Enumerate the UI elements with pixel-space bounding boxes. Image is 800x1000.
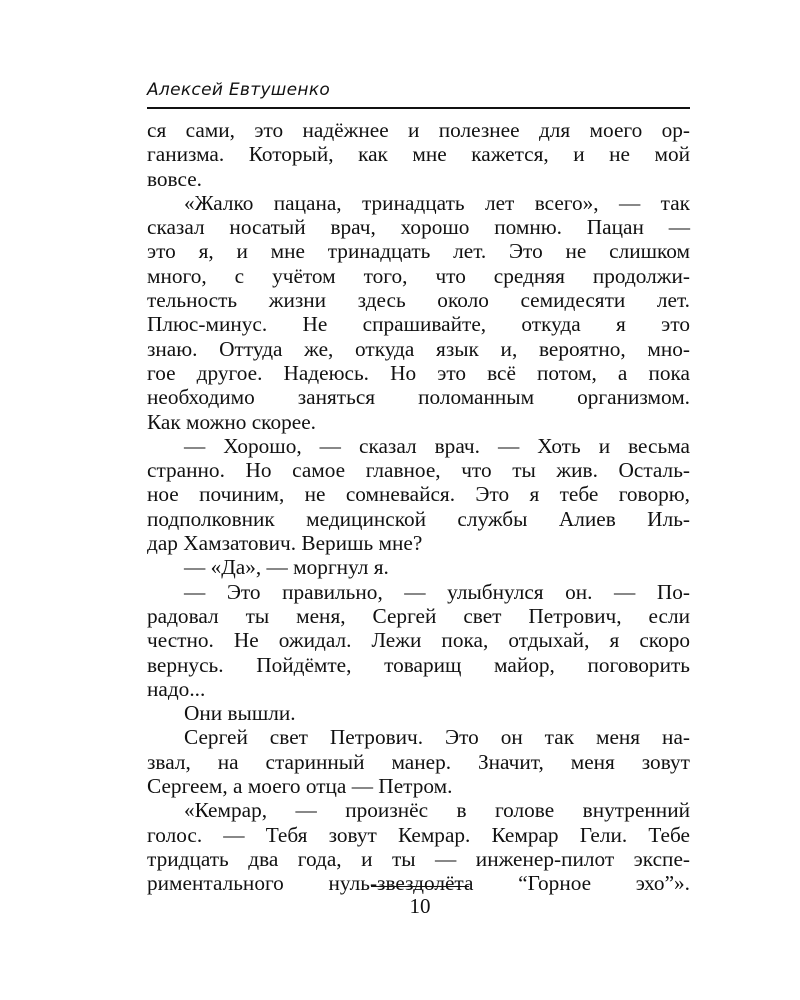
text-line: — Хорошо, — сказал врач. — Хоть и весьма (184, 433, 690, 458)
text-line: Они вышли. (184, 701, 296, 726)
text-line: вовсе. (147, 166, 202, 191)
running-head-author: Алексей Евтушенко (147, 80, 331, 100)
text-line: ся сами, это надёжнее и полезнее для моего ор- (147, 118, 690, 142)
text-line: вернусь. Пойдёмте, товарищ майор, поговорить (147, 652, 690, 677)
header-divider (147, 107, 690, 109)
text-line: радовал ты меня, Сергей свет Петрович, если (147, 603, 690, 628)
text-line: тридцать два года, и ты — инженер-пилот экспе- (147, 846, 690, 871)
text-line: необходимо заняться поломанным организмом. (147, 385, 690, 410)
text-line: подполковник медицинской службы Алиев Иль- (147, 506, 690, 531)
text-line: дар Хамзатович. Веришь мне? (147, 531, 423, 556)
text-line: тельность жизни здесь около семидесяти лет. (147, 288, 690, 313)
text-line: странно. Но самое главное, что ты жив. Осталь- (147, 458, 690, 483)
footer-divider (371, 886, 469, 887)
text-line: гое другое. Надеюсь. Но это всё потом, а пока (147, 360, 690, 385)
text-line: много, с учётом того, что средняя продолжи- (147, 263, 690, 288)
text-line: сказал носатый врач, хорошо помню. Пацан — (147, 215, 690, 240)
text-line: ное починим, не сомневайся. Это я тебе говорю, (147, 482, 690, 507)
text-line: знаю. Оттуда же, откуда язык и, вероятно, мно- (147, 336, 690, 361)
text-line: — Это правильно, — улыбнулся он. — По- (184, 579, 690, 604)
text-line: это я, и мне тринадцать лет. Это не слишком (147, 239, 690, 264)
text-line: «Кемрар, — произнёс в голове внутренний (184, 798, 690, 823)
text-line: Как можно скорее. (147, 409, 316, 434)
text-line: — «Да», — моргнул я. (184, 555, 389, 580)
text-line: Сергей свет Петрович. Это он так меня на- (184, 725, 690, 750)
text-line: звал, на старинный манер. Значит, меня зовут (147, 749, 690, 774)
text-line: риментального нуль-звездолёта “Горное эхо”». (147, 871, 690, 896)
text-line: надо... (147, 676, 206, 701)
text-line: «Жалко пацана, тринадцать лет всего», — так (184, 190, 690, 215)
text-line: честно. Не ожидал. Лежи пока, отдыхай, я скоро (147, 628, 690, 653)
text-line: Сергеем, а моего отца — Петром. (147, 774, 453, 799)
text-line: Плюс-минус. Не спрашивайте, откуда я это (147, 312, 690, 337)
text-line: ганизма. Который, как мне кажется, и не мой (147, 142, 690, 167)
page-number: 10 (409, 894, 431, 918)
text-line: голос. — Тебя зовут Кемрар. Кемрар Гели. Тебе (147, 822, 690, 847)
body-text (147, 118, 690, 896)
